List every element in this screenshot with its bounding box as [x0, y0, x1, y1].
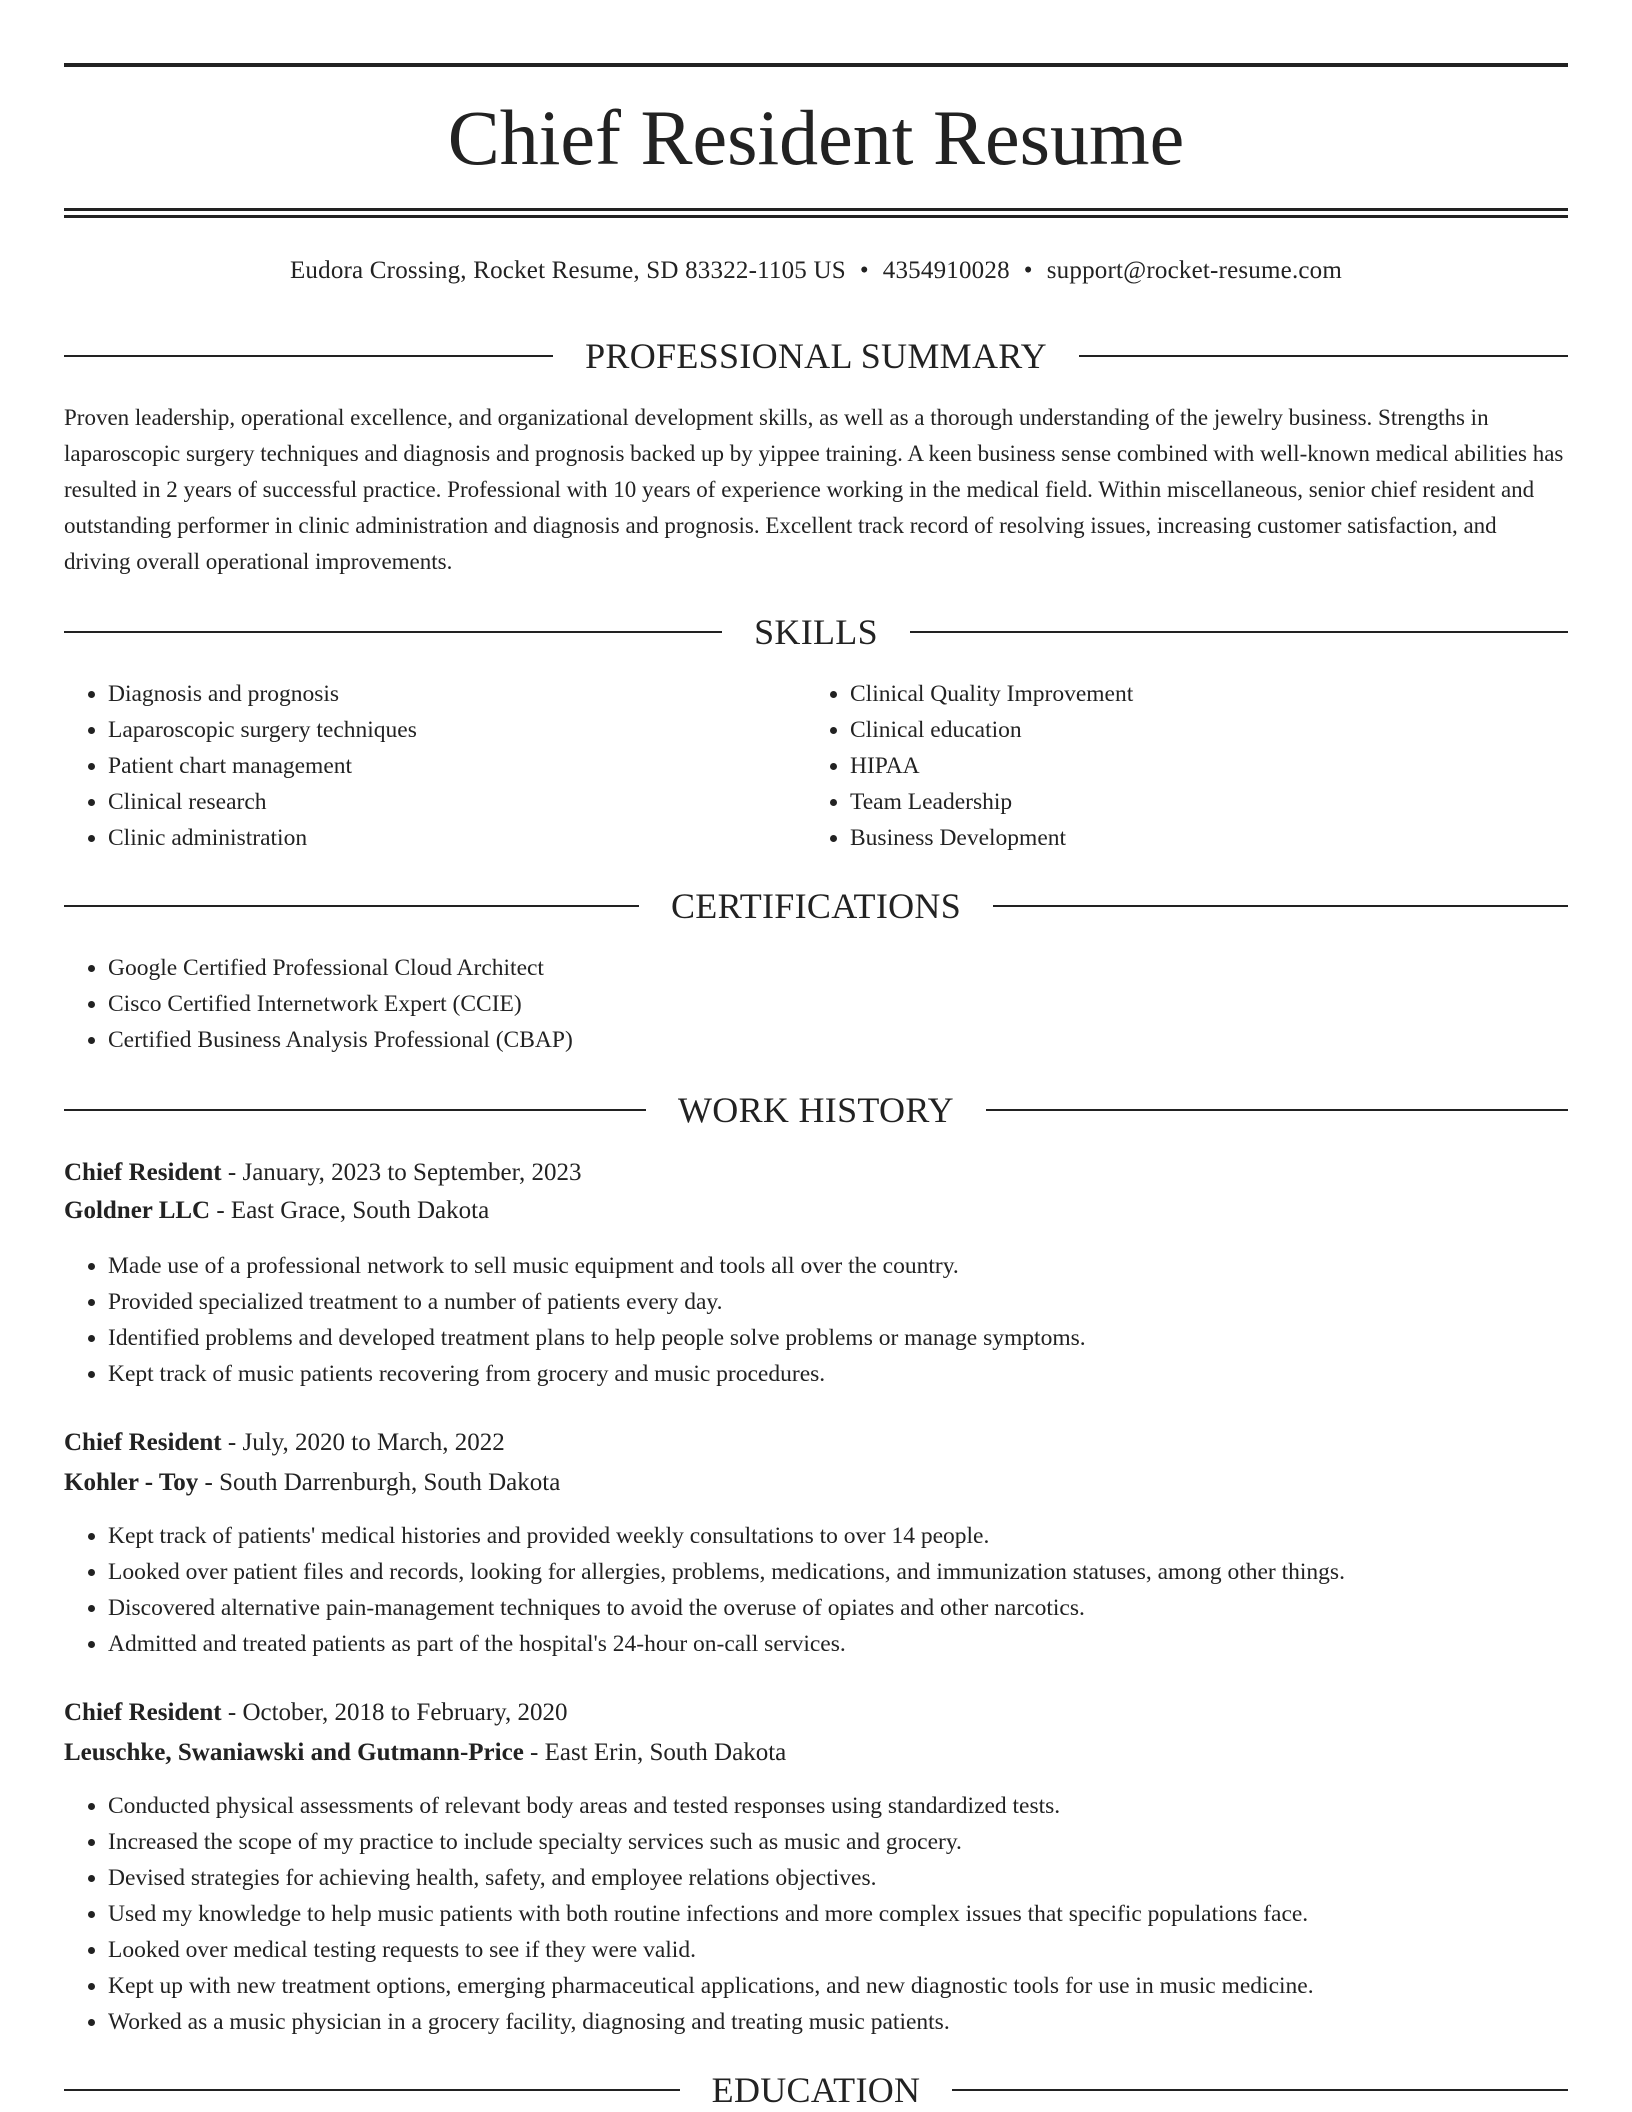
job-bullet: • Looked over patient files and records, looking for allergies, problems, medications, and immunization statuses, among other things.	[108, 1554, 1568, 1590]
section-rule-right	[1079, 355, 1568, 357]
job-company-line	[64, 1735, 1568, 1771]
job-bullet: • Looked over medical testing requests to see if they were valid.	[108, 1932, 1568, 1968]
job-company-line	[64, 1465, 1568, 1501]
job-title-line	[64, 1155, 1568, 1191]
section-rule-left	[64, 905, 639, 907]
section-rule-right	[952, 2089, 1568, 2091]
job-bullet: • Conducted physical assessments of relevant body areas and tested responses using standardized tests.	[108, 1788, 1568, 1824]
job-bullet: • Increased the scope of my practice to include specialty services such as music and grocery.	[108, 1824, 1568, 1860]
contact-address: Eudora Crossing, Rocket Resume, SD 83322-1105 US	[289, 257, 846, 284]
job-bullet: • Admitted and treated patients as part of the hospital's 24-hour on-call services.	[108, 1626, 1568, 1662]
job-bullet: • Kept up with new treatment options, emerging pharmaceutical applications, and new diagnostic tools for use in music medicine.	[108, 1968, 1568, 2004]
job-title-line	[64, 1695, 1568, 1731]
section-title-work-history: WORK HISTORY	[678, 1090, 954, 1130]
skill-item: • Patient chart management	[108, 748, 808, 784]
skill-item: • Diagnosis and prognosis	[108, 676, 808, 712]
skill-item: • HIPAA	[850, 748, 1550, 784]
contact-line	[64, 255, 1568, 287]
job-bullets	[64, 1788, 1568, 2040]
section-rule-left	[64, 355, 553, 357]
job-title: Chief Resident	[64, 1429, 222, 1456]
contact-separator: •	[1023, 257, 1033, 284]
job-bullet: • Kept track of music patients recovering from grocery and music procedures.	[108, 1356, 1568, 1392]
job-bullet: • Provided specialized treatment to a number of patients every day.	[108, 1284, 1568, 1320]
job-bullet: • Worked as a music physician in a grocery facility, diagnosing and treating music patients.	[108, 2004, 1568, 2040]
skills-list-right	[806, 676, 1550, 856]
section-rule-right	[993, 905, 1568, 907]
job-bullet: • Made use of a professional network to sell music equipment and tools all over the country.	[108, 1248, 1568, 1284]
section-rule-left	[64, 631, 722, 633]
section-title-certifications: CERTIFICATIONS	[670, 886, 962, 926]
top-rule	[64, 63, 1568, 67]
job-bullet: • Used my knowledge to help music patients with both routine infections and more complex issues that specific populations face.	[108, 1896, 1568, 1932]
job-company: Leuschke, Swaniawski and Gutmann-Price	[64, 1739, 524, 1766]
section-rule-left	[64, 1109, 646, 1111]
section-header-certifications	[64, 886, 1568, 926]
skill-item: • Laparoscopic surgery techniques	[108, 712, 808, 748]
job-dates: - July, 2020 to March, 2022	[221, 1429, 505, 1456]
skill-item: • Clinical education	[850, 712, 1550, 748]
job-bullet: • Kept track of patients' medical histories and provided weekly consultations to over 14 people.	[108, 1518, 1568, 1554]
summary-text: Proven leadership, operational excellence, and organizational development skills, as well as a thorough understanding of the jewelry business. Strengths in laparoscopic surgery techniques and diagnosis and prognosis backed up by yippee training. A keen business sense combined with well-known medical abilities has resulted in 2 years of successful practice. Professional with 10 years of experience working in the medical field. Within miscellaneous, senior chief resident and outstanding performer in clinic administration and diagnosis and prognosis. Excellent track record of resolving issues, increasing customer satisfaction, and driving overall operational improvements.	[64, 405, 1564, 574]
job-bullet: • Identified problems and developed treatment plans to help people solve problems or manage symptoms.	[108, 1320, 1568, 1356]
job-location: - South Darrenburgh, South Dakota	[198, 1469, 561, 1496]
contact-email: support@rocket-resume.com	[1046, 257, 1343, 284]
job-title: Chief Resident	[64, 1699, 222, 1726]
section-header-summary	[64, 336, 1568, 376]
certifications-list	[64, 950, 1568, 1058]
section-rule-right	[910, 631, 1568, 633]
section-title-education: EDUCATION	[711, 2070, 921, 2110]
title-double-rule	[64, 208, 1568, 218]
skill-item: • Clinic administration	[108, 820, 808, 856]
job-company: Kohler - Toy	[64, 1469, 199, 1496]
job-title: Chief Resident	[64, 1159, 222, 1186]
certification-item: • Certified Business Analysis Professional (CBAP)	[108, 1022, 1568, 1058]
job-bullets	[64, 1518, 1568, 1662]
section-header-education	[64, 2070, 1568, 2110]
skill-item: • Business Development	[850, 820, 1550, 856]
skill-item: • Clinical Quality Improvement	[850, 676, 1550, 712]
job-bullet: • Discovered alternative pain-management techniques to avoid the overuse of opiates and other narcotics.	[108, 1590, 1568, 1626]
skill-item: • Clinical research	[108, 784, 808, 820]
section-title-skills: SKILLS	[754, 612, 878, 652]
job-dates: - October, 2018 to February, 2020	[221, 1699, 568, 1726]
job-bullet: • Devised strategies for achieving health, safety, and employee relations objectives.	[108, 1860, 1568, 1896]
job-location: - East Grace, South Dakota	[210, 1197, 490, 1224]
certification-item: • Google Certified Professional Cloud Architect	[108, 950, 1568, 986]
job-company-line	[64, 1193, 1568, 1229]
section-header-work-history	[64, 1090, 1568, 1130]
contact-separator: •	[859, 257, 869, 284]
section-rule-right	[986, 1109, 1568, 1111]
skill-item: • Team Leadership	[850, 784, 1550, 820]
page-title: Chief Resident Resume	[447, 94, 1185, 181]
section-title-summary: PROFESSIONAL SUMMARY	[585, 336, 1047, 376]
job-company: Goldner LLC	[64, 1197, 211, 1224]
certification-item: • Cisco Certified Internetwork Expert (CCIE)	[108, 986, 1568, 1022]
job-bullets	[64, 1248, 1568, 1392]
contact-phone: 4354910028	[882, 257, 1010, 284]
section-rule-left	[64, 2089, 680, 2091]
job-dates: - January, 2023 to September, 2023	[221, 1159, 582, 1186]
skills-list-left	[64, 676, 808, 856]
section-header-skills	[64, 612, 1568, 652]
job-title-line	[64, 1425, 1568, 1461]
job-location: - East Erin, South Dakota	[523, 1739, 787, 1766]
